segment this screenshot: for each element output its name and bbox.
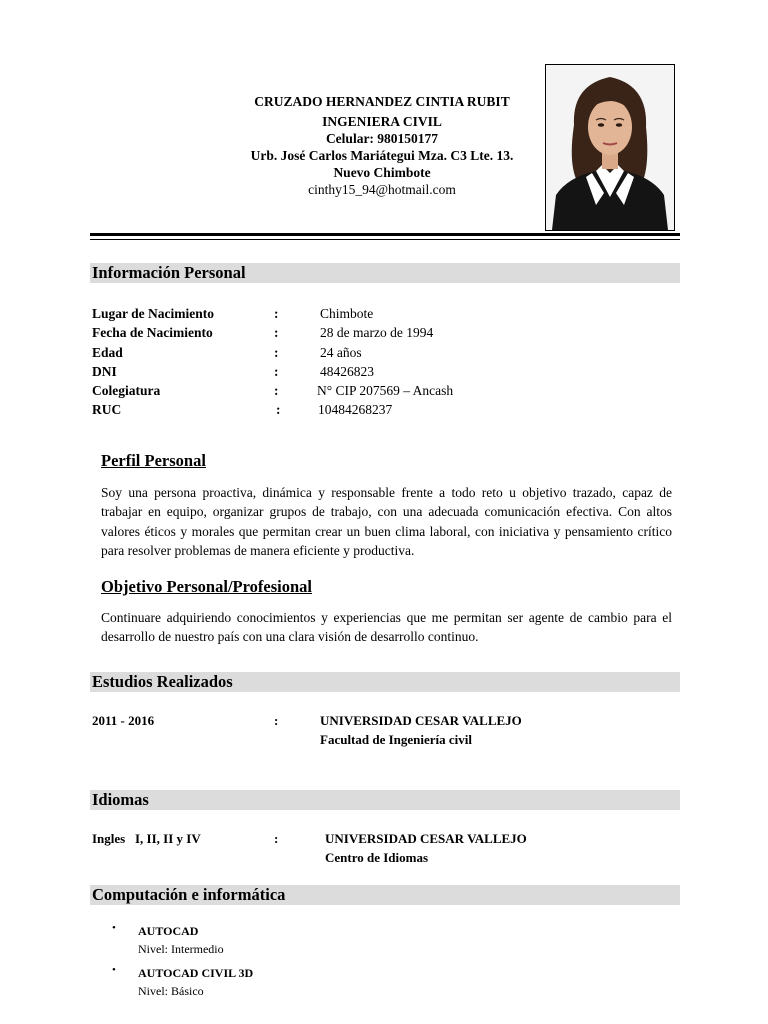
info-value: Chimbote <box>320 306 374 321</box>
info-row-age <box>92 343 592 362</box>
list-item <box>112 922 253 958</box>
language-institution <box>325 830 527 867</box>
info-value: N° CIP 207569 – Ancash <box>317 383 454 399</box>
info-value: 48426823 <box>320 363 374 379</box>
info-colon: : <box>274 363 279 379</box>
studies-colon: : <box>274 713 279 728</box>
portrait-icon <box>546 65 674 230</box>
language-colon: : <box>274 831 279 846</box>
info-row-colegiatura <box>92 381 592 400</box>
bullet-icon: • <box>112 922 116 934</box>
section-languages: Idiomas <box>90 790 680 810</box>
profile-photo <box>545 64 675 231</box>
studies-institution <box>320 712 522 749</box>
skill-name: AUTOCAD CIVIL 3D <box>138 966 254 980</box>
info-colon: : <box>274 344 279 360</box>
list-item <box>112 964 253 1000</box>
info-label: DNI <box>92 363 117 379</box>
section-personal-info: Información Personal <box>90 263 680 283</box>
info-label: RUC <box>92 402 122 418</box>
header-rule-thick <box>90 233 680 236</box>
email: cinthy15_94@hotmail.com <box>308 182 456 197</box>
personal-info-list <box>92 304 592 420</box>
objective-text: Continuare adquiriendo conocimientos y experiencias que me permitan ser agente de cambio para el desarrollo de nuestro país con una clara visión de desarrollo continuo. <box>101 610 672 645</box>
profile-title: Perfil Personal <box>101 451 206 470</box>
info-colon: : <box>276 402 281 418</box>
info-row-birthdate <box>92 323 592 342</box>
profession: INGENIERA CIVIL <box>322 114 442 129</box>
section-studies: Estudios Realizados <box>90 672 680 692</box>
section-computing: Computación e informática <box>90 885 680 905</box>
info-value: 24 años <box>320 344 362 360</box>
skill-level: Nivel: Básico <box>138 984 204 998</box>
address-line-2: Nuevo Chimbote <box>333 165 431 180</box>
info-label: Colegiatura <box>92 383 161 399</box>
studies-university: UNIVERSIDAD CESAR VALLEJO <box>320 713 522 728</box>
info-label: Fecha de Nacimiento <box>92 325 213 341</box>
bullet-icon: • <box>112 964 116 976</box>
info-value: 10484268237 <box>318 402 393 418</box>
address-line-1: Urb. José Carlos Mariátegui Mza. C3 Lte. 13. <box>250 148 514 163</box>
phone: Celular: 980150177 <box>325 131 439 146</box>
info-label: Edad <box>92 344 123 360</box>
info-row-birthplace <box>92 304 592 323</box>
objective-title: Objetivo Personal/Profesional <box>101 577 312 596</box>
language-name: Ingles I, II, II y IV <box>92 831 201 846</box>
info-label: Lugar de Nacimiento <box>92 306 214 321</box>
info-colon: : <box>274 383 279 399</box>
info-row-dni <box>92 362 592 381</box>
info-value: 28 de marzo de 1994 <box>320 325 434 341</box>
info-colon: : <box>274 306 279 321</box>
info-row-ruc <box>92 400 592 419</box>
skill-name: AUTOCAD <box>138 924 199 938</box>
skill-level: Nivel: Intermedio <box>138 942 224 956</box>
cv-header <box>200 93 564 198</box>
header-rule-thin <box>90 239 680 240</box>
computing-list <box>112 922 253 1006</box>
language-university: UNIVERSIDAD CESAR VALLEJO <box>325 831 527 846</box>
language-center: Centro de Idiomas <box>325 849 429 865</box>
profile-text: Soy una persona proactiva, dinámica y responsable frente a todo reto u objetivo trazado, capaz de trabajar en equipo, organizar grupos de trabajo, con una adecuada comunicación efectiva. Con altos valores éticos y morales que permitan crear un buen clima laboral, con iniciativa y pensamiento crítico para resolver problemas de manera eficiente y productiva. <box>101 485 672 558</box>
info-colon: : <box>274 325 279 341</box>
studies-faculty: Facultad de Ingeniería civil <box>320 731 473 747</box>
full-name: CRUZADO HERNANDEZ CINTIA RUBIT <box>254 94 510 109</box>
studies-period: 2011 - 2016 <box>92 713 155 728</box>
